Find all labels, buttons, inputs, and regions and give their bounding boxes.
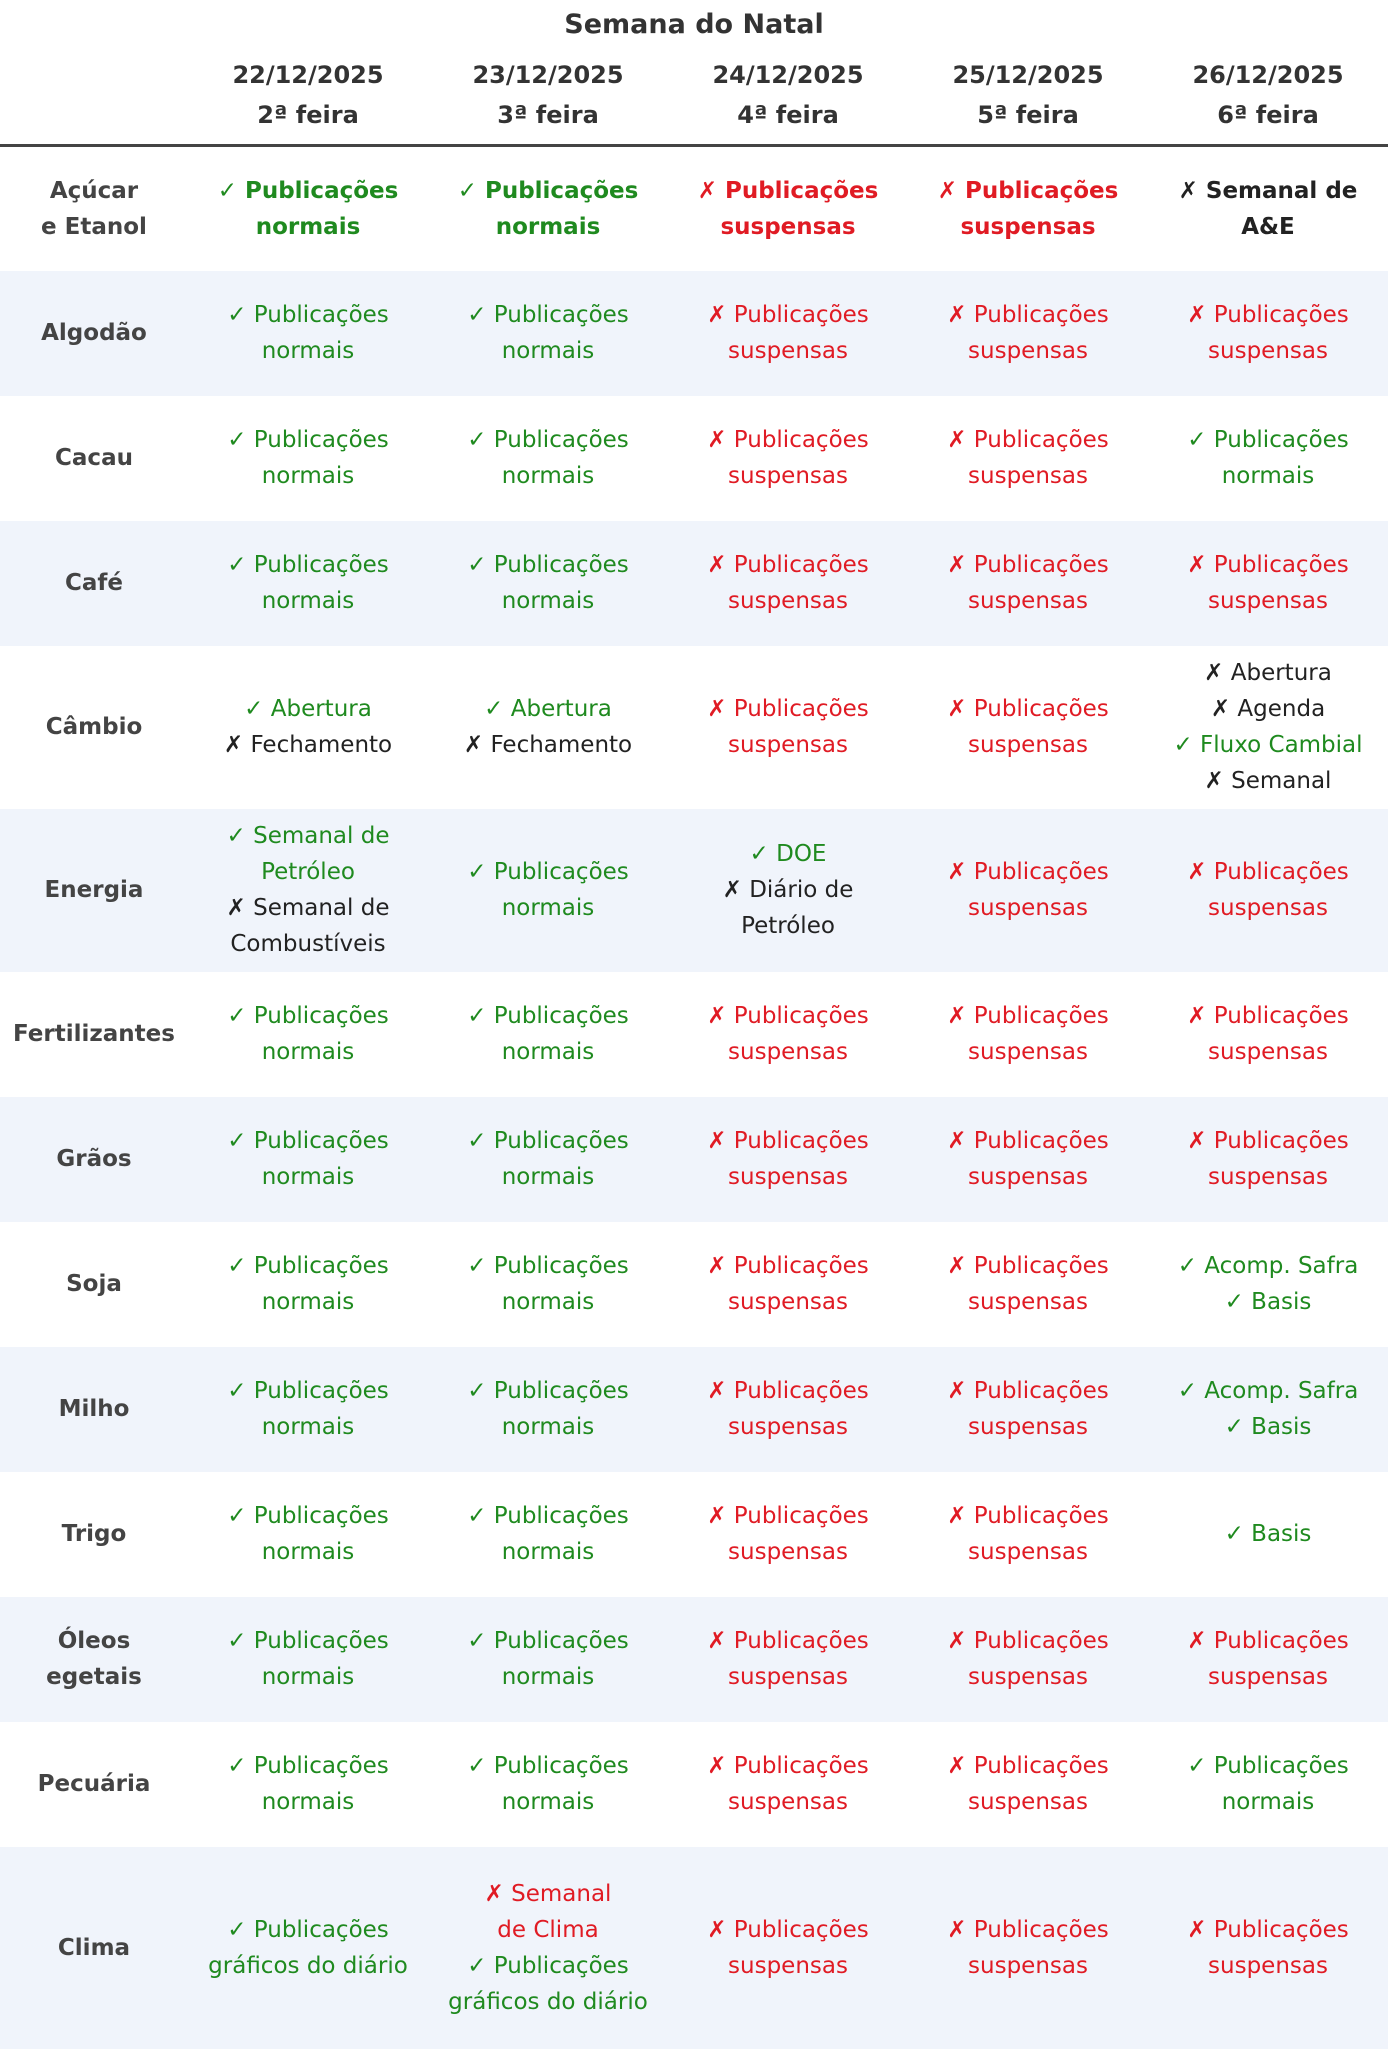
status-cell [908, 1722, 1148, 1847]
status-cell [908, 1347, 1148, 1472]
status-cell [188, 1472, 428, 1597]
status-cell [908, 809, 1148, 972]
status-unavailable: suspensas [968, 1039, 1088, 1065]
status-cell [188, 271, 428, 396]
row-label-line: Soja [66, 1271, 122, 1297]
status-cell [428, 1597, 668, 1722]
status-cell [668, 809, 908, 972]
status-cell [428, 1847, 668, 2049]
status-available: ✓ Publicações [227, 1628, 389, 1654]
status-available: ✓ DOE [749, 841, 827, 867]
status-available: normais [261, 463, 355, 489]
status-unavailable: ✗ Publicações [937, 177, 1119, 204]
row-label [0, 271, 188, 396]
status-cell [188, 1347, 428, 1472]
status-cell [188, 1597, 428, 1722]
status-unavailable: suspensas [968, 1539, 1088, 1565]
status-available: normais [501, 895, 595, 921]
status-available: ✓ Basis [1224, 1289, 1312, 1315]
status-unavailable: ✗ Publicações [947, 302, 1109, 328]
status-available: ✓ Publicações [467, 1628, 629, 1654]
status-cell [668, 1597, 908, 1722]
status-unavailable: suspensas [968, 463, 1088, 489]
column-weekday: 2ª feira [188, 94, 428, 146]
status-available: ✓ Semanal de [226, 823, 390, 849]
status-unavailable: ✗ Publicações [1187, 302, 1349, 328]
row-label [0, 1222, 188, 1347]
status-unavailable: ✗ Publicações [707, 696, 869, 722]
status-unavailable: suspensas [728, 732, 848, 758]
row-label-line: Óleos [57, 1628, 131, 1654]
status-available: gráficos do diário [448, 1988, 648, 2015]
status-cell [908, 972, 1148, 1097]
status-available: ✓ Publicações [227, 1378, 389, 1404]
status-available: ✓ Publicações [467, 1128, 629, 1154]
status-cell [428, 1097, 668, 1222]
status-available: normais [495, 213, 601, 240]
status-unavailable: ✗ Publicações [947, 1628, 1109, 1654]
status-available: ✓ Publicações [467, 859, 629, 885]
status-unavailable: suspensas [728, 338, 848, 364]
column-date: 24/12/2025 [712, 61, 864, 89]
row-label [0, 1472, 188, 1597]
status-available: ✓ Publicações [227, 1253, 389, 1279]
status-unavailable: suspensas [728, 588, 848, 614]
status-unavailable: ✗ Semanal de A&E [1178, 177, 1358, 240]
status-available: gráficos do diário [208, 1952, 408, 1979]
status-unavailable: ✗ Fechamento [223, 732, 393, 758]
status-unavailable: ✗ Publicações [1187, 859, 1349, 885]
status-unavailable: de Clima [497, 1916, 599, 1943]
row-label [0, 809, 188, 972]
status-unavailable: suspensas [1208, 1952, 1328, 1979]
status-available: ✓ Basis [1224, 1414, 1312, 1440]
status-cell [1148, 809, 1388, 972]
status-cell [908, 521, 1148, 646]
row-label [0, 972, 188, 1097]
table-row [0, 1222, 1388, 1347]
status-available: ✓ Fluxo Cambial [1173, 732, 1363, 758]
status-available: normais [261, 1289, 355, 1315]
status-available: ✓ Acomp. Safra [1177, 1378, 1359, 1404]
status-available: ✓ Publicações [227, 302, 389, 328]
status-unavailable: suspensas [968, 1289, 1088, 1315]
table-row [0, 146, 1388, 271]
status-cell [188, 1097, 428, 1222]
status-unavailable: suspensas [960, 213, 1096, 240]
status-available: normais [261, 1414, 355, 1440]
row-label-line: Algodão [41, 320, 147, 346]
status-cell [1148, 396, 1388, 521]
status-unavailable: suspensas [1208, 1164, 1328, 1190]
status-unavailable: ✗ Publicações [947, 696, 1109, 722]
status-unavailable: ✗ Publicações [1187, 1916, 1349, 1943]
status-cell [668, 1847, 908, 2049]
status-unavailable: ✗ Semanal [484, 1880, 612, 1907]
status-unavailable: suspensas [728, 1164, 848, 1190]
status-cell [188, 146, 428, 271]
status-cell [428, 146, 668, 271]
status-cell [1148, 146, 1388, 271]
status-unavailable: ✗ Publicações [947, 1753, 1109, 1779]
row-label-line: Cacau [55, 445, 133, 471]
status-unavailable: suspensas [968, 588, 1088, 614]
table-row [0, 1847, 1388, 2049]
status-available: Petróleo [261, 859, 355, 885]
status-available: normais [261, 588, 355, 614]
column-weekday: 4ª feira [668, 94, 908, 146]
status-unavailable: suspensas [968, 1164, 1088, 1190]
status-cell [668, 1722, 908, 1847]
table-row [0, 1097, 1388, 1222]
status-unavailable: ✗ Agenda [1210, 696, 1326, 722]
status-unavailable: suspensas [1208, 338, 1328, 364]
status-cell [668, 521, 908, 646]
status-unavailable: ✗ Publicações [707, 1753, 869, 1779]
status-available: normais [261, 1664, 355, 1690]
status-unavailable: ✗ Publicações [947, 1378, 1109, 1404]
status-unavailable: ✗ Publicações [707, 302, 869, 328]
status-available: normais [261, 1039, 355, 1065]
status-cell [428, 271, 668, 396]
status-unavailable: suspensas [968, 895, 1088, 921]
status-cell [908, 146, 1148, 271]
status-available: normais [501, 463, 595, 489]
status-cell [668, 146, 908, 271]
status-available: ✓ Publicações [227, 1128, 389, 1154]
row-label-line: Energia [44, 877, 144, 903]
status-cell [428, 521, 668, 646]
status-available: ✓ Publicações [227, 427, 389, 453]
status-available: ✓ Publicações [467, 1253, 629, 1279]
status-cell [1148, 1597, 1388, 1722]
status-cell [188, 1847, 428, 2049]
table-row [0, 646, 1388, 809]
status-available: ✓ Publicações [217, 177, 399, 204]
status-unavailable: ✗ Publicações [947, 1503, 1109, 1529]
status-cell [188, 1722, 428, 1847]
status-cell [668, 1472, 908, 1597]
row-label-line: Câmbio [45, 714, 143, 740]
column-date: 23/12/2025 [472, 61, 624, 89]
status-available: ✓ Publicações [227, 552, 389, 578]
status-unavailable: ✗ Publicações [947, 552, 1109, 578]
status-cell [908, 1222, 1148, 1347]
status-unavailable: Petróleo [741, 913, 835, 939]
row-label-line: Clima [57, 1934, 131, 1961]
schedule-table [0, 50, 1388, 2049]
status-unavailable: ✗ Publicações [1187, 552, 1349, 578]
status-unavailable: suspensas [968, 1952, 1088, 1979]
status-unavailable: ✗ Publicações [707, 1378, 869, 1404]
status-cell [1148, 1222, 1388, 1347]
status-unavailable: ✗ Publicações [1187, 1628, 1349, 1654]
table-row [0, 1597, 1388, 1722]
status-unavailable: suspensas [728, 463, 848, 489]
status-unavailable: ✗ Publicações [697, 177, 879, 204]
status-available: normais [261, 338, 355, 364]
status-unavailable: ✗ Semanal [1204, 768, 1332, 794]
status-cell [1148, 972, 1388, 1097]
status-available: ✓ Publicações [467, 1503, 629, 1529]
status-cell [668, 1222, 908, 1347]
row-label-line: Açúcar [49, 177, 139, 204]
status-available: normais [501, 1664, 595, 1690]
status-unavailable: suspensas [728, 1039, 848, 1065]
status-available: ✓ Publicações [467, 1952, 629, 1979]
status-cell [188, 646, 428, 809]
status-cell [908, 1847, 1148, 2049]
status-unavailable: ✗ Publicações [707, 1253, 869, 1279]
table-row [0, 1472, 1388, 1597]
status-unavailable: ✗ Publicações [947, 1003, 1109, 1029]
status-cell [428, 1722, 668, 1847]
status-unavailable: suspensas [968, 1789, 1088, 1815]
status-available: normais [501, 338, 595, 364]
status-cell [188, 521, 428, 646]
row-label [0, 521, 188, 646]
status-available: ✓ Publicações [467, 1003, 629, 1029]
status-available: ✓ Publicações [1187, 1753, 1349, 1779]
column-weekday: 6ª feira [1148, 94, 1388, 146]
status-unavailable: ✗ Diário de [722, 877, 854, 903]
status-cell [188, 972, 428, 1097]
status-cell [668, 972, 908, 1097]
status-unavailable: ✗ Publicações [947, 1916, 1109, 1943]
status-available: normais [1221, 1789, 1315, 1815]
table-row [0, 809, 1388, 972]
status-cell [428, 646, 668, 809]
status-unavailable: suspensas [728, 1789, 848, 1815]
status-cell [188, 396, 428, 521]
status-available: normais [501, 588, 595, 614]
row-label [0, 1847, 188, 2049]
column-weekday: 5ª feira [908, 94, 1148, 146]
status-available: normais [501, 1539, 595, 1565]
row-label-line: Milho [58, 1396, 130, 1422]
status-unavailable: ✗ Publicações [1187, 1128, 1349, 1154]
status-unavailable: Combustíveis [230, 931, 386, 957]
header-corner [0, 50, 188, 94]
status-cell [428, 1472, 668, 1597]
status-cell [908, 271, 1148, 396]
status-unavailable: ✗ Publicações [707, 1128, 869, 1154]
status-cell [428, 1347, 668, 1472]
status-unavailable: ✗ Semanal de [226, 895, 390, 921]
status-unavailable: suspensas [1208, 895, 1328, 921]
status-available: normais [501, 1414, 595, 1440]
status-available: normais [261, 1789, 355, 1815]
row-label-line: Café [64, 570, 123, 596]
table-row [0, 972, 1388, 1097]
status-available: ✓ Publicações [467, 1753, 629, 1779]
status-available: ✓ Abertura [244, 696, 372, 722]
status-cell [1148, 521, 1388, 646]
row-label [0, 1597, 188, 1722]
status-unavailable: ✗ Publicações [1187, 1003, 1349, 1029]
status-available: normais [255, 213, 361, 240]
status-unavailable: suspensas [968, 1664, 1088, 1690]
status-cell [428, 1222, 668, 1347]
row-label [0, 146, 188, 271]
status-unavailable: suspensas [1208, 1664, 1328, 1690]
status-unavailable: suspensas [1208, 1039, 1328, 1065]
row-label-line: Fertilizantes [13, 1021, 175, 1047]
status-cell [908, 396, 1148, 521]
status-available: ✓ Acomp. Safra [1177, 1253, 1359, 1279]
status-cell [1148, 1472, 1388, 1597]
column-date: 25/12/2025 [952, 61, 1104, 89]
status-cell [668, 396, 908, 521]
row-label [0, 396, 188, 521]
row-label-line: Trigo [61, 1521, 127, 1547]
status-cell [1148, 1097, 1388, 1222]
status-unavailable: ✗ Publicações [707, 1916, 869, 1943]
status-cell [1148, 1722, 1388, 1847]
status-unavailable: ✗ Publicações [947, 1253, 1109, 1279]
row-label-line: e Etanol [41, 213, 147, 240]
header-days-row [0, 94, 1388, 146]
status-available: normais [501, 1289, 595, 1315]
status-cell [428, 972, 668, 1097]
header-corner-bottom [0, 94, 188, 146]
status-cell [1148, 1347, 1388, 1472]
status-unavailable: suspensas [728, 1289, 848, 1315]
column-weekday: 3ª feira [428, 94, 668, 146]
row-label [0, 1347, 188, 1472]
row-label [0, 646, 188, 809]
status-cell [908, 1597, 1148, 1722]
status-available: ✓ Publicações [227, 1753, 389, 1779]
status-cell [668, 271, 908, 396]
column-date: 26/12/2025 [1192, 61, 1344, 89]
status-available: normais [501, 1164, 595, 1190]
status-available: ✓ Publicações [467, 302, 629, 328]
status-cell [908, 646, 1148, 809]
status-cell [668, 1347, 908, 1472]
status-available: normais [501, 1789, 595, 1815]
header-dates-row [0, 50, 1388, 94]
table-row [0, 1347, 1388, 1472]
status-available: ✓ Publicações [467, 1378, 629, 1404]
status-unavailable: suspensas [728, 1414, 848, 1440]
row-label-line: Grãos [56, 1146, 132, 1172]
status-cell [1148, 1847, 1388, 2049]
status-unavailable: ✗ Publicações [947, 427, 1109, 453]
status-cell [668, 1097, 908, 1222]
table-body [0, 146, 1388, 2049]
status-available: ✓ Publicações [467, 552, 629, 578]
row-label [0, 1097, 188, 1222]
table-row [0, 271, 1388, 396]
status-cell [188, 1222, 428, 1347]
status-unavailable: suspensas [968, 732, 1088, 758]
status-cell [428, 396, 668, 521]
status-cell [1148, 271, 1388, 396]
status-unavailable: ✗ Abertura [1204, 660, 1332, 686]
status-cell [908, 1097, 1148, 1222]
status-cell [188, 809, 428, 972]
table-row [0, 396, 1388, 521]
status-unavailable: suspensas [968, 1414, 1088, 1440]
status-unavailable: suspensas [1208, 588, 1328, 614]
table-row [0, 521, 1388, 646]
status-unavailable: ✗ Publicações [707, 427, 869, 453]
status-available: ✓ Publicações [467, 427, 629, 453]
status-unavailable: ✗ Fechamento [463, 732, 633, 758]
row-label-line: Pecuária [37, 1771, 151, 1797]
status-cell [428, 809, 668, 972]
status-available: ✓ Publicações [227, 1003, 389, 1029]
status-available: normais [261, 1539, 355, 1565]
status-available: ✓ Publicações [227, 1916, 389, 1943]
status-available: ✓ Publicações [227, 1503, 389, 1529]
table-row [0, 1722, 1388, 1847]
row-label-line: egetais [46, 1664, 142, 1690]
status-available: normais [261, 1164, 355, 1190]
status-unavailable: suspensas [968, 338, 1088, 364]
status-unavailable: suspensas [728, 1539, 848, 1565]
page-title: Semana do Natal [564, 9, 824, 40]
status-cell [668, 646, 908, 809]
status-unavailable: ✗ Publicações [707, 1503, 869, 1529]
status-cell [1148, 646, 1388, 809]
status-unavailable: suspensas [728, 1664, 848, 1690]
table-header [0, 50, 1388, 146]
status-available: normais [501, 1039, 595, 1065]
status-available: ✓ Publicações [1187, 427, 1349, 453]
status-available: normais [1221, 463, 1315, 489]
status-cell [908, 1472, 1148, 1597]
status-unavailable: suspensas [728, 1952, 848, 1979]
row-label [0, 1722, 188, 1847]
status-unavailable: ✗ Publicações [707, 552, 869, 578]
status-available: ✓ Publicações [457, 177, 639, 204]
status-available: ✓ Abertura [484, 696, 612, 722]
status-unavailable: ✗ Publicações [707, 1003, 869, 1029]
column-date: 22/12/2025 [232, 61, 384, 89]
status-unavailable: ✗ Publicações [707, 1628, 869, 1654]
status-unavailable: ✗ Publicações [947, 1128, 1109, 1154]
status-unavailable: ✗ Publicações [947, 859, 1109, 885]
status-available: ✓ Basis [1224, 1521, 1312, 1547]
status-unavailable: suspensas [720, 213, 856, 240]
